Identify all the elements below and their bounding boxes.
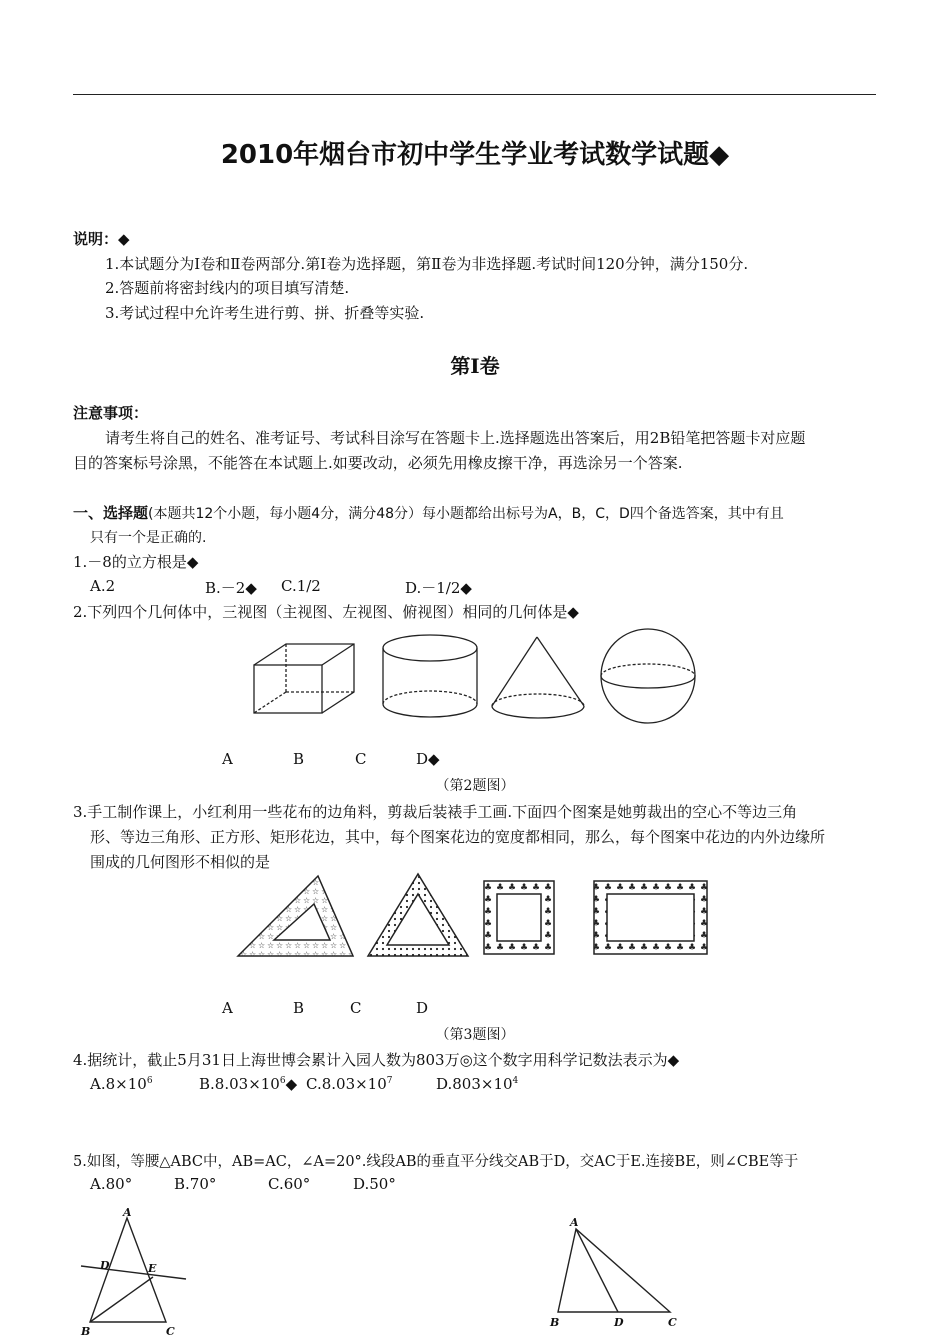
part1-label: 一、选择题 xyxy=(73,504,149,522)
fig1-label-c: C xyxy=(166,1325,175,1338)
cuboid-figure xyxy=(254,644,354,713)
fig1-label-a: A xyxy=(123,1206,132,1219)
q1-stem: 1.－8的立方根是◆ xyxy=(73,553,199,571)
notes-line-2: 目的答案标号涂黑，不能答在本试题上.如要改动，必须先用橡皮擦干净，再选涂另一个答案. xyxy=(73,454,683,472)
page-title: 2010年烟台市初中学生学业考试数学试题◆ xyxy=(220,140,730,170)
q4-option-b: $B.8.03\times 10^6◆$ xyxy=(199,1075,298,1093)
cone-figure xyxy=(492,637,584,718)
q4-option-c: $C.8.03\times 10^7$ xyxy=(306,1075,393,1093)
header-rule xyxy=(73,94,876,95)
q3-label-c: C xyxy=(350,999,362,1017)
q5-option-d: D.50° xyxy=(353,1175,396,1193)
q1-option-c: C.1/2 xyxy=(281,577,321,595)
notes-line-1: 请考生将自己的姓名、准考证号、考试科目涂写在答题卡上.选择题选出答案后，用2B铅笔把答题卡对应题 xyxy=(105,429,806,447)
q3-stem-line-1: 3.手工制作课上，小红利用一些花布的边角料，剪裁后装裱手工画.下面四个图案是她剪裁出的空心不等边三角 xyxy=(73,803,798,821)
q2-stem: 2.下列四个几何体中，三视图（主视图、左视图、俯视图）相同的几何体是◆ xyxy=(73,603,579,621)
fig2-label-c: C xyxy=(668,1316,677,1329)
q1-option-d: D.－1/2◆ xyxy=(405,579,472,597)
instruction-item-1: 1.本试题分为Ⅰ卷和Ⅱ卷两部分.第Ⅰ卷为选择题，第Ⅱ卷为非选择题.考试时间120分钟，满分150分. xyxy=(105,255,749,273)
q3-stem-line-2: 形、等边三角形、正方形、矩形花边，其中，每个图案花边的宽度都相同，那么，每个图案中花边的内外边缘所 xyxy=(90,828,826,846)
fig1-label-d: D xyxy=(100,1259,110,1272)
q4-stem: 4.据统计，截止5月31日上海世博会累计入园人数为803万◎这个数字用科学记数法表示为◆ xyxy=(73,1051,680,1069)
q5-option-a: A.80° xyxy=(90,1175,133,1193)
equilateral-triangle-frame xyxy=(368,874,468,956)
q3-label-a: A xyxy=(222,999,233,1017)
fig1-label-e: E xyxy=(148,1262,157,1275)
q2-solids-figure xyxy=(240,620,710,730)
sphere-figure xyxy=(601,629,695,723)
q5-option-c: C.60° xyxy=(268,1175,311,1193)
rectangle-frame xyxy=(594,881,707,954)
scalene-triangle-frame xyxy=(238,876,353,956)
part1-desc-2: 只有一个是正确的. xyxy=(90,530,207,546)
q1-option-b: B.－2◆ xyxy=(205,579,257,597)
cylinder-figure xyxy=(383,635,477,717)
q4-option-d: $D.803\times 10^4$ xyxy=(436,1075,519,1093)
fig2-label-a: A xyxy=(570,1216,579,1229)
q3-frames-figure xyxy=(230,868,720,968)
section-title: 第Ⅰ卷 xyxy=(450,354,500,378)
instructions-heading: 说明：◆ xyxy=(73,230,130,248)
q2-label-b: B xyxy=(293,750,305,768)
fig2-label-d: D xyxy=(614,1316,624,1329)
q1-option-a: A.2 xyxy=(90,577,116,595)
part1-desc: (本题共12个小题，每小题4分，满分48分）每小题都给出标号为A，B，C，D四个备选答案，其中有且 xyxy=(148,506,784,522)
q2-caption: （第2题图） xyxy=(435,778,515,794)
q5-figure-right xyxy=(540,1212,690,1337)
notes-heading: 注意事项： xyxy=(73,404,149,422)
q2-label-c: C xyxy=(355,750,367,768)
q2-label-d: D◆ xyxy=(416,750,440,768)
q5-option-b: B.70° xyxy=(174,1175,217,1193)
q3-label-d: D xyxy=(416,999,429,1017)
square-frame xyxy=(484,881,554,954)
fig2-label-b: B xyxy=(550,1316,560,1329)
instruction-item-3: 3.考试过程中允许考生进行剪、拼、折叠等实验. xyxy=(105,304,425,322)
part1-header xyxy=(73,502,784,523)
q3-label-b: B xyxy=(293,999,305,1017)
q5-figure-left xyxy=(78,1205,198,1340)
q2-label-a: A xyxy=(222,750,233,768)
fig1-label-b: B xyxy=(81,1325,91,1338)
q5-stem: 5.如图，等腰△ABC中，AB=AC，∠A=20°.线段AB的垂直平分线交AB于D，交AC于E.连接BE，则∠CBE等于 xyxy=(73,1154,799,1170)
q3-caption: （第3题图） xyxy=(435,1027,515,1043)
q4-option-a: $A.8\times 10^6$ xyxy=(90,1075,153,1093)
instruction-item-2: 2.答题前将密封线内的项目填写清楚. xyxy=(105,279,350,297)
q3-stem-line-3: 围成的几何图形不相似的是 xyxy=(90,853,271,871)
